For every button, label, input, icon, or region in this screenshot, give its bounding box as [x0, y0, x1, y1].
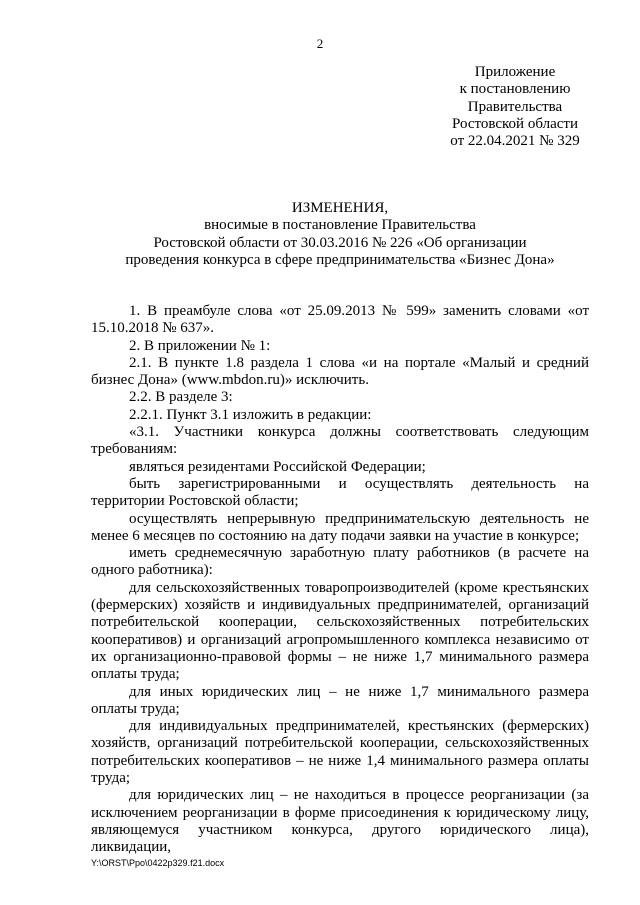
- paragraph: иметь среднемесячную заработную плату работников (в расчете на одного работника):: [91, 545, 589, 579]
- appendix-line: Приложение: [474, 64, 556, 80]
- paragraph: для иных юридических лиц – не ниже 1,7 минимального размера оплаты труда;: [91, 683, 589, 717]
- paragraph: 2. В приложении № 1:: [129, 337, 271, 354]
- paragraph: осуществлять непрерывную предпринимательскую деятельность не менее 6 месяцев по состоянию на дату подачи заявки на участие в конкурсе;: [91, 510, 589, 544]
- paragraph: для сельскохозяйственных товаропроизводителей (кроме крестьянских (фермерских) хозяйств и индивидуальных предпринимателей, организаций потребительской кооперации, сельскохозяйственных потребительских кооперативов) и организаций агропромышленного комплекса независимо от их организационно-правовой формы – не ниже 1,7 минимального размера оплаты труда;: [91, 579, 589, 683]
- document-title: [90, 200, 590, 269]
- paragraph: 2.1. В пункте 1.8 раздела 1 слова «и на портале «Малый и средний бизнес Дона» (www.mbdon.ru)» исключить.: [91, 354, 589, 389]
- paragraph: для юридических лиц – не находиться в процессе реорганизации (за исключением реорганизации в форме присоединения к юридическому лицу, являющемуся участником конкурса, другого юридического лица), ликвидации,: [91, 787, 589, 856]
- document-body: [91, 303, 589, 857]
- title-line: проведения конкурса в сфере предпринимательства «Бизнес Дона»: [125, 251, 555, 268]
- appendix-line: от 22.04.2021 № 329: [450, 133, 580, 150]
- appendix-line: Ростовской области: [452, 115, 578, 132]
- paragraph: 2.2.1. Пункт 3.1 изложить в редакции:: [129, 406, 372, 423]
- paragraph: «3.1. Участники конкурса должны соответствовать следующим требованиям:: [91, 424, 589, 458]
- title-line: Ростовской области от 30.03.2016 № 226 «Об организации: [153, 234, 527, 251]
- page-number: 2: [316, 36, 324, 51]
- appendix-line: к постановлению: [459, 81, 571, 98]
- title-heading: ИЗМЕНЕНИЯ,: [291, 200, 389, 216]
- paragraph: 2.2. В разделе 3:: [129, 389, 233, 406]
- paragraph: для индивидуальных предпринимателей, крестьянских (фермерских) хозяйств, организаций потребительской кооперации, сельскохозяйственных потребительских кооперативов – не ниже 1,4 минимального размера оплаты труда;: [91, 718, 589, 787]
- title-line: вносимые в постановление Правительства: [204, 217, 476, 234]
- paragraph: быть зарегистрированными и осуществлять деятельность на территории Ростовской области;: [91, 475, 589, 510]
- appendix-header: [440, 64, 590, 150]
- paragraph: являться резидентами Российской Федерации;: [129, 458, 426, 475]
- paragraph: 1. В преамбуле слова «от 25.09.2013 № 599» заменить словами «от 15.10.2018 № 637».: [91, 303, 589, 337]
- file-path-footer: Y:\ORST\Ppo\0422p329.f21.docx: [91, 858, 225, 868]
- appendix-line: Правительства: [467, 98, 563, 115]
